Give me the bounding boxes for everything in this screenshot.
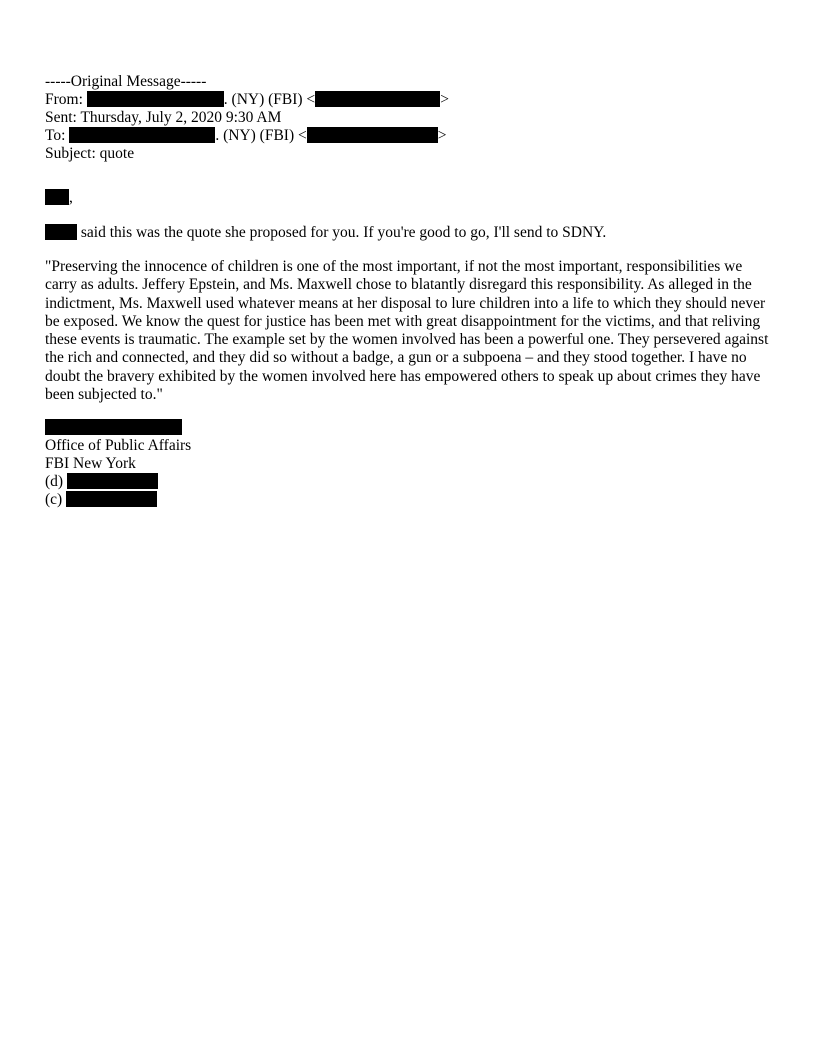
original-message-label: -----Original Message----- xyxy=(45,73,207,90)
signature-office: Office of Public Affairs xyxy=(45,437,192,455)
redaction-from-name xyxy=(87,91,224,107)
from-suffix: . (NY) (FBI) < xyxy=(223,91,316,108)
to-close: > xyxy=(437,127,447,144)
from-close: > xyxy=(440,91,449,108)
greeting-line xyxy=(45,189,775,207)
intro-text: said this was the quote she proposed for you. If you're good to go, I'll send to SDNY. xyxy=(77,224,607,241)
to-suffix: . (NY) (FBI) < xyxy=(215,127,307,144)
quote-paragraph: "Preserving the innocence of children is one of the most important, if not the most important, responsibilities we carry as adults. Jeffery Epstein, and Ms. Maxwell chose to blatantly disregard this responsibility. As alleged in the indictment, Ms. Maxwell used whatever means at her disposal to lure children into a life to which they should never be exposed. We know the quest for justice has been met with great disappointment for the victims, and that reliving these events is traumatic. The example set by the women involved has been a powerful one. They persevered against the rich and connected, and they did so without a badge, a gun or a subpoena – and they stood together. I have no doubt the bravery exhibited by the women involved here has empowered others to speak up about crimes they have been subjected to." xyxy=(45,258,769,404)
redaction-signature-name xyxy=(45,419,182,435)
to-label: To: xyxy=(45,127,66,144)
cell-phone-label: (c) xyxy=(45,491,63,509)
redaction-to-email xyxy=(307,127,438,143)
sent-line: Sent: Thursday, July 2, 2020 9:30 AM xyxy=(45,109,282,126)
signature-desk-phone xyxy=(45,473,775,491)
email-document xyxy=(45,73,775,509)
from-label: From: xyxy=(45,91,83,108)
signature-location: FBI New York xyxy=(45,455,136,473)
greeting-punct: , xyxy=(69,189,73,206)
redaction-greeting-name xyxy=(45,189,69,205)
signature-name-line xyxy=(45,419,775,437)
desk-phone-label: (d) xyxy=(45,473,64,491)
to-line xyxy=(45,127,775,145)
redaction-desk-phone xyxy=(67,473,158,489)
redaction-to-name xyxy=(69,127,215,143)
signature-cell-phone xyxy=(45,491,775,509)
redaction-cell-phone xyxy=(66,491,157,507)
redaction-intro-name xyxy=(45,224,77,240)
from-line xyxy=(45,91,775,109)
intro-line xyxy=(45,224,775,242)
subject-line: Subject: quote xyxy=(45,145,135,162)
redaction-from-email xyxy=(315,91,440,107)
